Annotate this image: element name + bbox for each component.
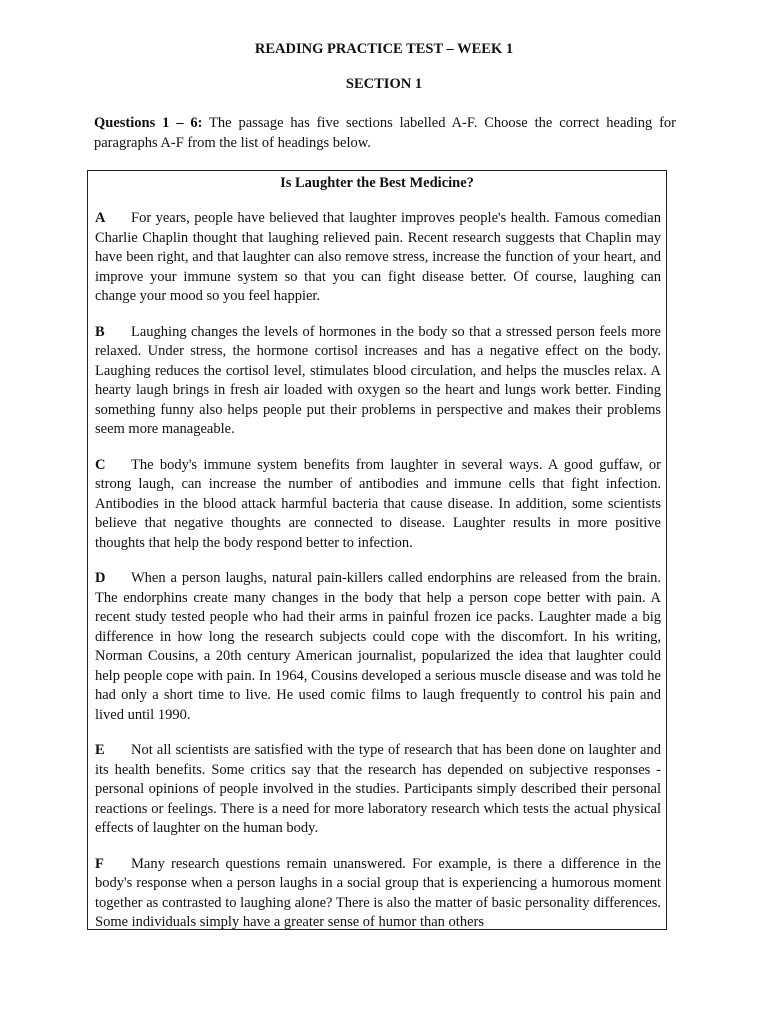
paragraph-letter: B [95,323,105,340]
paragraph-text: Many research questions remain unanswered. For example, is there a difference in the body's response when a person laughs in a social group that is experiencing a humorous moment together as contrasted to laughing alone? There is also the matter of basic personality differences. Some individuals simply have a greater sense of humor than others [95,855,661,930]
section-title: SECTION 1 [345,76,423,92]
paragraph-letter: C [95,456,106,473]
paragraph-c [95,456,661,554]
passage-box [87,170,667,930]
paragraph-b [95,323,661,440]
paragraph-text: Not all scientists are satisfied with the type of research that has been done on laughter and its health benefits. Some critics say that the research has depended on subjective responses - personal opinions of people involved in the studies. Participants simply described their personal reactions or feelings. There is a need for more laboratory research which tests the actual physical effects of laughter on the human body. [95,742,661,836]
instructions [94,113,676,153]
page-title: READING PRACTICE TEST – WEEK 1 [254,41,514,57]
paragraph-text: When a person laughs, natural pain-killers called endorphins are released from the brain. The endorphins create many changes in the body that help a person cope better with pain. A recent study tested people who had their arms in painful frozen ice packs. Laughter made a big difference in how long the research subjects could cope with the discomfort. In his writing, Norman Cousins, a 20th century American journalist, popularized the idea that laughter could help people cope with pain. In 1964, Cousins developed a serious muscle disease and was told he had only a short time to live. He used comic films to laugh frequently to control his pain and lived until 1990. [95,570,661,723]
paragraph-letter: A [95,210,106,226]
questions-label: Questions 1 – 6: [94,115,203,131]
paragraph-letter: F [95,855,104,872]
instructions-text: The passage has five sections labelled A-F. Choose the correct heading for paragraphs A-F from the list of headings below. [94,115,676,151]
paragraph-d [95,569,661,725]
paragraph-text: For years, people have believed that laughter improves people's health. Famous comedian Charlie Chaplin thought that laughing relieved pain. Recent research suggests that Chaplin may have been right, and that laughter can also remove stress, increase the function of your heart, and improve your immune system so that you can fight disease better. Of course, laughing can change your mood so you feel happier. [95,210,661,304]
paragraph-e [95,741,661,839]
paragraph-a [95,209,661,307]
paragraph-letter: E [95,742,105,758]
paragraph-text: The body's immune system benefits from laughter in several ways. A good guffaw, or strong laugh, can increase the number of antibodies and immune cells that fight infection. Antibodies in the blood attack harmful bacteria that cause disease. In addition, some scientists believe that negative thoughts are connected to disease. Laughter results in more positive thoughts that help the body respond better to infection. [95,456,661,551]
paragraph-f [95,855,661,931]
paragraph-letter: D [95,570,106,586]
paragraph-text: Laughing changes the levels of hormones in the body so that a stressed person feels more relaxed. Under stress, the hormone cortisol increases and has a negative effect on the body. Laughing reduces the cortisol level, stimulates blood circulation, and helps the muscles relax. A hearty laugh brings in fresh air loaded with oxygen so the heart and lungs work better. Finding something funny also helps people put their problems in perspective and makes their problems seem more manageable. [95,323,661,437]
passage-title: Is Laughter the Best Medicine? [280,175,474,191]
